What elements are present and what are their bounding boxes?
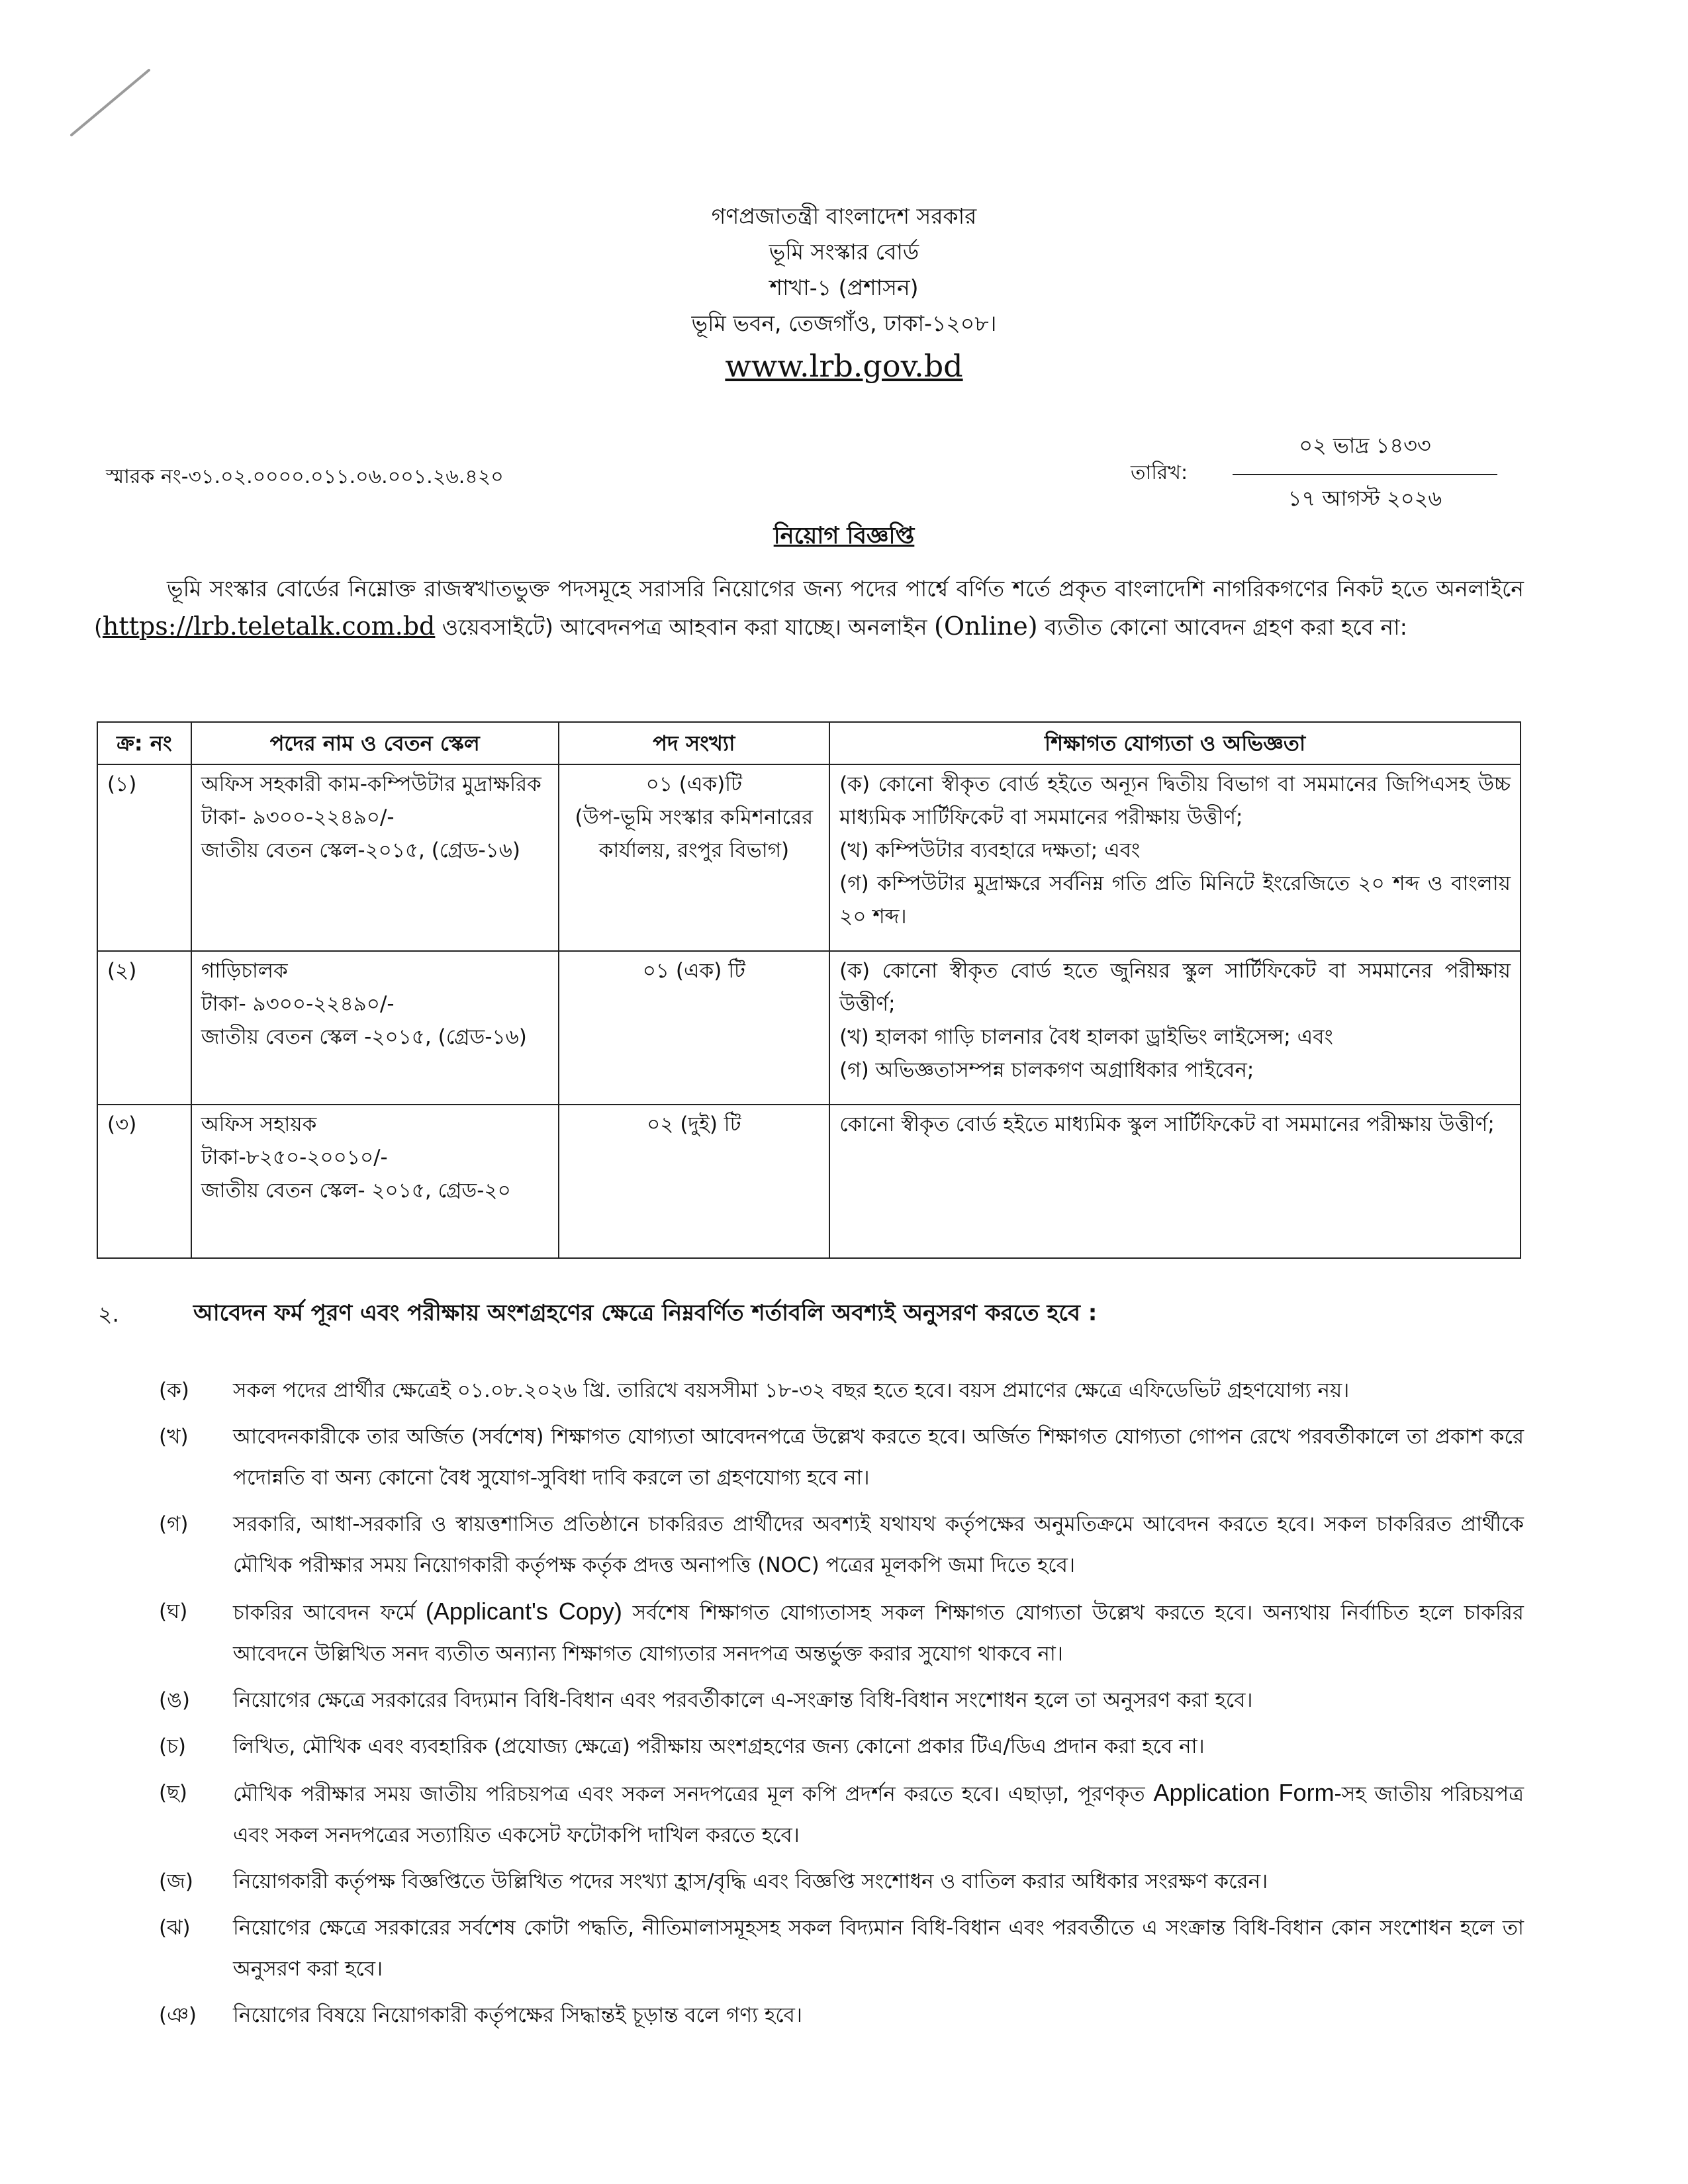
post-count: ০১ (এক) টি xyxy=(642,959,745,983)
condition-text-post: -সহ জাতীয় পরিচয়পত্র এবং সকল সনদপত্রের সত্যায়িত একসেট ফটোকপি দাখিল করতে হবে। xyxy=(233,1782,1524,1847)
branch-name: শাখা-১ (প্রশাসন) xyxy=(769,275,919,300)
row-serial: (৩) xyxy=(97,1105,191,1258)
pay-range: টাকা- ৯৩০০-২২৪৯০/- xyxy=(201,805,395,829)
website-link[interactable]: www.lrb.gov.bd xyxy=(725,348,963,384)
office-address: ভূমি ভবন, তেজগাঁও, ঢাকা-১২০৮। xyxy=(691,310,997,336)
qualification-cell xyxy=(829,1105,1521,1258)
qualification-cell xyxy=(829,951,1521,1105)
qualification-item: (ক) কোনো স্বীকৃত বোর্ড হতে জুনিয়র স্কুল সার্টিফিকেট বা সমমানের পরীক্ষায় উত্তীর্ণ; xyxy=(839,959,1511,1016)
qualification-item: কোনো স্বীকৃত বোর্ড হইতে মাধ্যমিক স্কুল সার্টিফিকেট বা সমমানের পরীক্ষায় উত্তীর্ণ; xyxy=(839,1113,1495,1136)
intro-text-2: ওয়েবসাইটে) আবেদনপত্র আহবান করা যাচ্ছে। অনলাইন xyxy=(435,614,935,640)
condition-text: সকল পদের প্রার্থীর ক্ষেত্রেই ০১.০৮.২০২৬ খ্রি. তারিখে বয়সসীমা ১৮-৩২ বছর হতে হবে। বয়স প্রমাণের ক্ষেত্রে এফিডেভিট গ্রহণযোগ্য নয়। xyxy=(233,1379,1350,1402)
application-form-term: Application Form xyxy=(1153,1779,1335,1806)
intro-paragraph xyxy=(94,570,1524,646)
condition-text-post: সর্বশেষ শিক্ষাগত যোগ্যতাসহ সকল শিক্ষাগত যোগ্যতা উল্লেখ করতে হবে। অন্যথায় নির্বাচিত হলে চাকরির আবেদনে উল্লিখিত সনদ ব্যতীত অন্যান্য শিক্ষাগত যোগ্যতার সনদপত্র অন্তর্ভুক্ত করার সুযোগ থাকবে না। xyxy=(233,1601,1524,1666)
qualification-item: (খ) হালকা গাড়ি চালনার বৈধ হালকা ড্রাইভিং লাইসেন্স; এবং xyxy=(839,1025,1333,1049)
memo-number: স্মারক নং-৩১.০২.০০০০.০১১.০৬.০০১.২৬.৪২০ xyxy=(106,465,504,488)
condition-item xyxy=(159,1416,1524,1498)
condition-mark: (চ) xyxy=(159,1735,186,1758)
pay-scale: জাতীয় বেতন স্কেল-২০১৫, (গ্রেড-১৬) xyxy=(201,839,521,862)
table-row xyxy=(97,764,1521,951)
condition-mark: (ছ) xyxy=(159,1781,187,1805)
condition-text xyxy=(233,1772,1524,1856)
condition-item xyxy=(159,1995,1524,2036)
condition-item xyxy=(159,1504,1524,1586)
condition-text: সরকারি, আধা-সরকারি ও স্বায়ত্তশাসিত প্রতিষ্ঠানে চাকরিরত প্রার্থীদের অবশ্যই যথাযথ কর্তৃপক্ষের অনুমতিক্রমে আবেদন করতে হবে। সকল চাকরিরত প্রার্থীকে মৌখিক পরীক্ষার সময় নিয়োগকারী কর্তৃপক্ষ কর্তৃক প্রদত্ত অনাপত্তি (NOC) পত্রের মূলকপি জমা দিতে হবে। xyxy=(233,1512,1524,1577)
table-row xyxy=(97,1105,1521,1258)
intro-text-3: ব্যতীত কোনো আবেদন গ্রহণ করা হবে না: xyxy=(1037,614,1407,640)
count-cell xyxy=(559,764,830,951)
qualification-item: (গ) কম্পিউটার মুদ্রাক্ষরে সর্বনিম্ন গতি প্রতি মিনিটে ইংরেজিতে ২০ শব্দ ও বাংলায় ২০ শব্দ। xyxy=(839,872,1511,929)
qualification-cell xyxy=(829,764,1521,951)
condition-mark: (ঝ) xyxy=(159,1916,191,1940)
header-post-name: পদের নাম ও বেতন স্কেল xyxy=(191,722,559,764)
condition-mark: (খ) xyxy=(159,1425,189,1449)
pay-range: টাকা-৮২৫০-২০০১০/- xyxy=(201,1146,388,1169)
table-row xyxy=(97,951,1521,1105)
condition-item xyxy=(159,1772,1524,1856)
notice-title xyxy=(0,518,1688,557)
bangla-date: ০২ ভাদ্র ১৪৩৩ xyxy=(1233,429,1497,475)
date-label: তারিখ: xyxy=(1131,461,1188,484)
condition-item xyxy=(159,1726,1524,1767)
applicant-copy-term: (Applicant's Copy) xyxy=(425,1598,622,1625)
count-cell xyxy=(559,951,830,1105)
header-serial: ক্র: নং xyxy=(97,722,191,764)
row-serial: (২) xyxy=(97,951,191,1105)
post-count: ০২ (দুই) টি xyxy=(647,1113,741,1136)
condition-text: লিখিত, মৌখিক এবং ব্যবহারিক (প্রযোজ্য ক্ষেত্রে) পরীক্ষায় অংশগ্রহণের জন্য কোনো প্রকার টিএ/ডিএ প্রদান করা হবে না। xyxy=(233,1735,1205,1758)
posts-table xyxy=(97,721,1521,1259)
post-cell xyxy=(191,951,559,1105)
post-cell xyxy=(191,1105,559,1258)
condition-text: আবেদনকারীকে তার অর্জিত (সর্বশেষ) শিক্ষাগত যোগ্যতা আবেদনপত্রে উল্লেখ করতে হবে। অর্জিত শিক্ষাগত যোগ্যতা গোপন রেখে পরবর্তীকালে তা প্রকাশ করে পদোন্নতি বা অন্য কোনো বৈধ সুযোগ-সুবিধা দাবি করলে তা গ্রহণযোগ্য হবে না। xyxy=(233,1425,1524,1490)
pay-range: টাকা- ৯৩০০-২২৪৯০/- xyxy=(201,992,395,1016)
post-title: অফিস সহায়ক xyxy=(201,1113,317,1136)
condition-text: নিয়োগকারী কর্তৃপক্ষ বিজ্ঞপ্তিতে উল্লিখিত পদের সংখ্যা হ্রাস/বৃদ্ধি এবং বিজ্ঞপ্তি সংশোধন ও বাতিল করার অধিকার সংরক্ষণ করেন। xyxy=(233,1870,1268,1893)
date-block xyxy=(1233,429,1497,518)
post-count: ০১ (এক)টি xyxy=(645,772,743,796)
condition-mark: (ক) xyxy=(159,1379,189,1402)
condition-text: নিয়োগের ক্ষেত্রে সরকারের সর্বশেষ কোটা পদ্ধতি, নীতিমালাসমূহসহ সকল বিদ্যমান বিধি-বিধান এবং পরবর্তীতে এ সংক্রান্ত বিধি-বিধান কোন সংশোধন হলে তা অনুসরণ করা হবে। xyxy=(233,1916,1524,1981)
condition-mark: (ঘ) xyxy=(159,1600,188,1623)
pen-stroke-mark xyxy=(66,66,152,139)
pay-scale: জাতীয় বেতন স্কেল- ২০১৫, গ্রেড-২০ xyxy=(201,1179,511,1203)
pay-scale: জাতীয় বেতন স্কেল -২০১৫, (গ্রেড-১৬) xyxy=(201,1025,527,1049)
section-heading: আবেদন ফর্ম পূরণ এবং পরীক্ষায় অংশগ্রহণের ক্ষেত্রে নিম্নবর্ণিত শর্তাবলি অবশ্যই অনুসরণ করতে হবে : xyxy=(193,1300,1098,1326)
application-site-link[interactable]: https://lrb.teletalk.com.bd xyxy=(102,612,436,641)
condition-text-pre: মৌখিক পরীক্ষার সময় জাতীয় পরিচয়পত্র এবং সকল সনদপত্রের মূল কপি প্রদর্শন করতে হবে। এছাড়া, পূরণকৃত xyxy=(233,1782,1154,1806)
qualification-item: (খ) কম্পিউটার ব্যবহারে দক্ষতা; এবং xyxy=(839,839,1141,862)
online-word: (Online) xyxy=(934,612,1038,641)
post-cell xyxy=(191,764,559,951)
header-post-count: পদ সংখ্যা xyxy=(559,722,830,764)
intro-text-1: ভূমি সংস্কার বোর্ডের নিম্নোক্ত রাজস্বখাতভুক্ত পদসমূহে সরাসরি নিয়োগের জন্য পদের পার্শ্বে বর্ণিত শর্তে প্রকৃত বাংলাদেশি নাগরিকগণের নিকট হতে অনলাইনে ( xyxy=(94,576,1524,640)
gregorian-date: ১৭ আগস্ট ২০২৬ xyxy=(1288,486,1442,511)
header-qualification: শিক্ষাগত যোগ্যতা ও অভিজ্ঞতা xyxy=(829,722,1521,764)
table-header-row xyxy=(97,722,1521,764)
post-office: (উপ-ভূমি সংস্কার কমিশনারের কার্যালয়, রংপুর বিভাগ) xyxy=(575,805,814,862)
condition-text-pre: চাকরির আবেদন ফর্মে xyxy=(233,1601,426,1625)
condition-text: নিয়োগের ক্ষেত্রে সরকারের বিদ্যমান বিধি-বিধান এবং পরবর্তীকালে এ-সংক্রান্ত বিধি-বিধান সংশোধন হলে তা অনুসরণ করা হবে। xyxy=(233,1688,1253,1712)
count-cell xyxy=(559,1105,830,1258)
condition-mark: (জ) xyxy=(159,1870,193,1893)
board-name: ভূমি সংস্কার বোর্ড xyxy=(769,239,919,265)
condition-item xyxy=(159,1591,1524,1674)
conditions-list xyxy=(159,1370,1524,2041)
condition-mark: (ঞ) xyxy=(159,2003,197,2027)
condition-item xyxy=(159,1680,1524,1721)
qualification-item: (গ) অভিজ্ঞতাসম্পন্ন চালকগণ অগ্রাধিকার পাইবেন; xyxy=(839,1058,1254,1082)
govt-name: গণপ্রজাতন্ত্রী বাংলাদেশ সরকার xyxy=(711,203,977,229)
condition-item xyxy=(159,1861,1524,1902)
row-serial: (১) xyxy=(97,764,191,951)
condition-text: নিয়োগের বিষয়ে নিয়োগকারী কর্তৃপক্ষের সিদ্ধান্তই চূড়ান্ত বলে গণ্য হবে। xyxy=(233,2003,802,2027)
condition-mark: (গ) xyxy=(159,1512,189,1536)
condition-item xyxy=(159,1907,1524,1989)
condition-item xyxy=(159,1370,1524,1411)
letterhead xyxy=(0,199,1688,387)
section-number: ২. xyxy=(98,1301,119,1327)
qualification-item: (ক) কোনো স্বীকৃত বোর্ড হইতে অন্যূন দ্বিতীয় বিভাগ বা সমমানের জিপিএসহ উচ্চ মাধ্যমিক সার্টিফিকেট বা সমমানের পরীক্ষায় উত্তীর্ণ; xyxy=(839,772,1511,829)
post-title: অফিস সহকারী কাম-কম্পিউটার মুদ্রাক্ষরিক xyxy=(201,772,541,796)
notice-title-text: নিয়োগ বিজ্ঞপ্তি xyxy=(773,523,915,549)
post-title: গাড়িচালক xyxy=(201,959,288,983)
condition-mark: (ঙ) xyxy=(159,1688,190,1712)
condition-text xyxy=(233,1591,1524,1674)
